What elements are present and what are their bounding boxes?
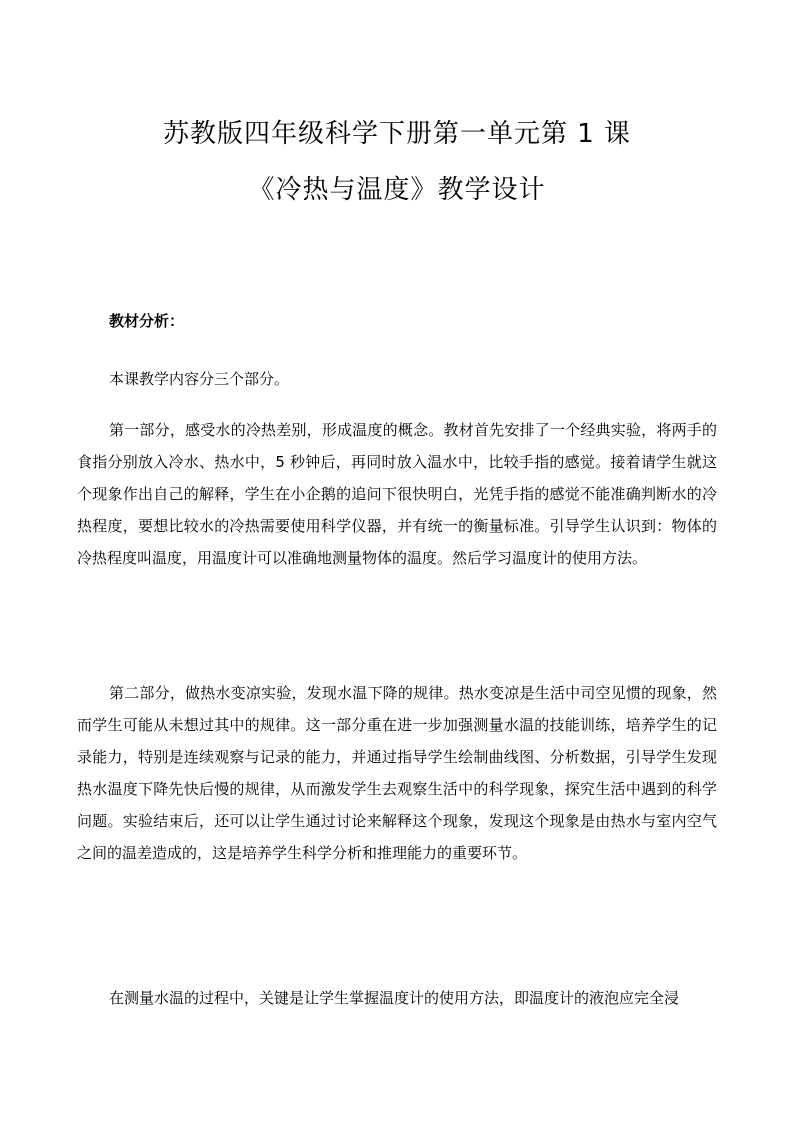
- document-title-line-1: 苏教版四年级科学下册第一单元第 1 课: [162, 119, 632, 149]
- paragraph-part-two: 第二部分，做热水变凉实验，发现水温下降的规律。热水变凉是生活中司空见惯的现象，然而学生可能从未想过其中的规律。这一部分重在进一步加强测量水温的技能训练，培养学生的记录能力，特别是连续观察与记录的能力，并通过指导学生绘制曲线图、分析数据，引导学生发现热水温度下降先快后慢的规律，从而激发学生去观察生活中的科学现象，探究生活中遇到的科学问题。实验结束后，还可以让学生通过讨论来解释这个现象，发现这个现象是由热水与室内空气之间的温差造成的，这是培养学生科学分析和推理能力的重要环节。: [77, 684, 717, 862]
- paragraph-measuring: 在测量水温的过程中，关键是让学生掌握温度计的使用方法，即温度计的液泡应完全浸: [109, 989, 680, 1007]
- paragraph-intro: 本课教学内容分三个部分。: [109, 370, 290, 388]
- document-title-line-2: 《冷热与温度》教学设计: [248, 175, 546, 205]
- paragraph-part-one: 第一部分，感受水的冷热差别，形成温度的概念。教材首先安排了一个经典实验，将两手的食指分别放入冷水、热水中，5 秒钟后，再同时放入温水中，比较手指的感觉。接着请学生就这个现象作出自己的解释，学生在小企鹅的追问下很快明白，光凭手指的感觉不能准确判断水的冷热程度，要想比较水的冷热需要使用科学仪器，并有统一的衡量标准。引导学生认识到：物体的冷热程度叫温度，用温度计可以准确地测量物体的温度。然后学习温度计的使用方法。: [77, 421, 717, 567]
- section-heading-textbook-analysis: 教材分析：: [109, 312, 185, 330]
